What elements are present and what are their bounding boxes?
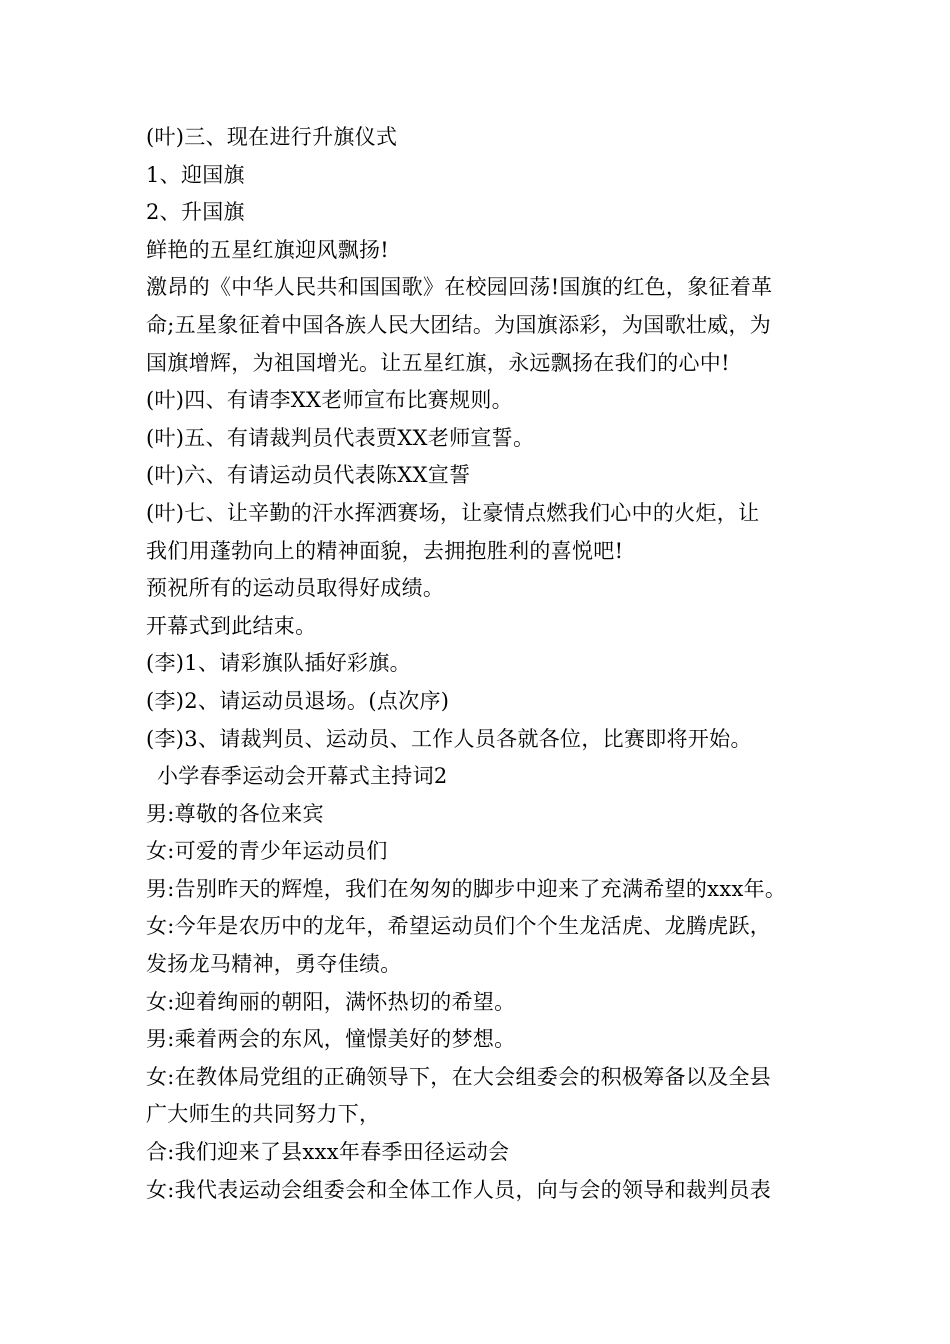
text-line: 我们用蓬勃向上的精神面貌，去拥抱胜利的喜悦吧!: [146, 538, 624, 563]
text-line: 女:迎着绚丽的朝阳，满怀热切的希望。: [146, 989, 516, 1014]
text-line: (叶)三、现在进行升旗仪式: [146, 125, 398, 149]
text-line: 鲜艳的五星红旗迎风飘扬!: [146, 237, 390, 262]
text-line: 合:我们迎来了县xxx年春季田径运动会: [146, 1140, 510, 1165]
text-line: (叶)五、有请裁判员代表贾XX老师宣誓。: [146, 425, 535, 450]
text-line: 女:今年是农历中的龙年，希望运动员们个个生龙活虎、龙腾虎跃，: [146, 914, 772, 939]
text-line: (叶)四、有请李XX老师宣布比赛规则。: [146, 388, 513, 413]
text-line: 男:告别昨天的辉煌，我们在匆匆的脚步中迎来了充满希望的xxx年。: [146, 876, 787, 901]
text-line: (李)3、请裁判员、运动员、工作人员各就各位，比赛即将开始。: [146, 726, 752, 751]
text-line: 男:乘着两会的东风，憧憬美好的梦想。: [146, 1027, 516, 1052]
text-line: 2、升国旗: [146, 200, 245, 225]
text-line: (李)2、请运动员退场。(点次序): [146, 688, 450, 713]
text-line: 国旗增辉，为祖国增光。让五星红旗，永远飘扬在我们的心中!: [146, 350, 730, 375]
text-line: (李)1、请彩旗队插好彩旗。: [146, 651, 411, 676]
text-line: 激昂的《中华人民共和国国歌》在校园回荡!国旗的红色，象征着革: [146, 275, 773, 300]
text-line: 1、迎国旗: [146, 162, 245, 187]
text-line: 命;五星象征着中国各族人民大团结。为国旗添彩，为国歌壮威，为: [146, 312, 772, 337]
text-line: 女:可爱的青少年运动员们: [146, 839, 388, 864]
text-line: (叶)七、让辛勤的汗水挥洒赛场，让豪情点燃我们心中的火炬，让: [146, 500, 760, 525]
text-line: 开幕式到此结束。: [146, 613, 317, 638]
text-line: 女:我代表运动会组委会和全体工作人员，向与会的领导和裁判员表: [146, 1177, 772, 1202]
text-line: 预祝所有的运动员取得好成绩。: [146, 576, 445, 601]
text-line: 发扬龙马精神，勇夺佳绩。: [146, 952, 402, 977]
section-heading: 小学春季运动会开幕式主持词2: [157, 764, 448, 789]
text-line: 男:尊敬的各位来宾: [146, 801, 324, 826]
text-line: (叶)六、有请运动员代表陈XX宣誓: [146, 463, 471, 488]
text-line: 广大师生的共同努力下，: [146, 1102, 381, 1127]
document-body: [146, 119, 816, 1209]
text-line: 女:在教体局党组的正确领导下，在大会组委会的积极筹备以及全县: [146, 1064, 772, 1089]
